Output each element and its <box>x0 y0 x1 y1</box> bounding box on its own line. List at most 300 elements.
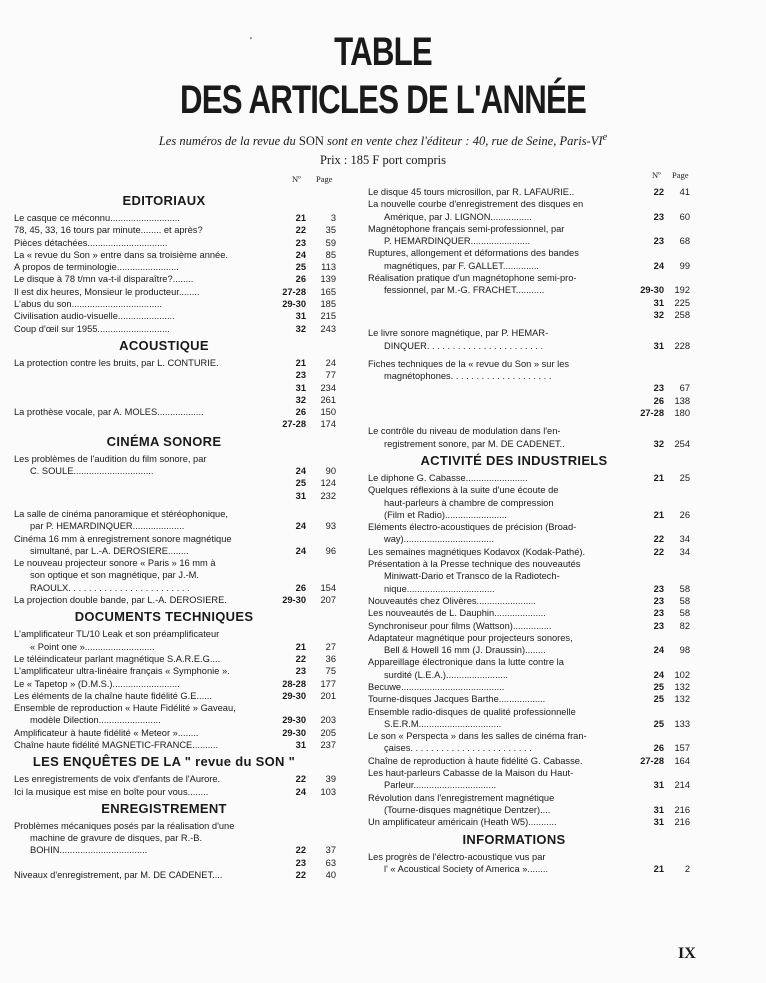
toc-entry <box>14 628 354 653</box>
page-ref: 185 <box>320 299 336 310</box>
toc-entry <box>14 224 354 236</box>
page-ref: 34 <box>679 534 690 545</box>
page-ref: 98 <box>679 645 690 656</box>
toc-entry <box>368 816 700 828</box>
entry-title-line: Le contrôle du niveau de modulation dans l'en- <box>368 426 561 437</box>
page-ref: 132 <box>674 694 690 705</box>
issue-number: 24 <box>653 260 664 271</box>
right-column <box>368 168 700 875</box>
page-ref: 103 <box>320 786 336 797</box>
issue-number: 23 <box>295 857 306 868</box>
toc-entry <box>14 557 354 594</box>
toc-entry <box>368 755 700 767</box>
issue-number: 27-28 <box>640 408 664 419</box>
entry-title-line: Le livre sonore magnétique, par P. HEMAR- <box>368 328 549 339</box>
issue-number: 23 <box>653 620 664 631</box>
left-column-body <box>14 192 354 881</box>
page-ref: 59 <box>325 237 336 248</box>
issue-number: 32 <box>653 309 664 320</box>
entry-title-line: Les problèmes de l'audition du film sonore, par <box>14 453 207 464</box>
page-ref: 68 <box>679 236 690 247</box>
issue-number: 22 <box>295 870 306 881</box>
toc-entry <box>14 310 354 322</box>
entry-title-line: Présentation à la Presse technique des nouveautés <box>368 559 581 570</box>
toc-entry <box>368 693 700 705</box>
issue-number: 31 <box>295 739 306 750</box>
entry-title-line: P. HEMARDINQUER....................... <box>384 236 531 247</box>
entry-title-line: Niveaux d'enregistrement, par M. DE CADENET.... <box>14 870 223 881</box>
issue-number: 26 <box>295 274 306 285</box>
toc-entry <box>14 298 354 310</box>
entry-title-line: Coup d'œil sur 1955............................ <box>14 323 170 334</box>
issue-number: 29-30 <box>282 727 306 738</box>
page-title-line-1: TABLE <box>334 30 432 74</box>
section-heading: CINÉMA SONORE <box>106 433 222 449</box>
entry-title-line: par P. HEMARDINQUER.................... <box>30 521 185 532</box>
page-ref: 99 <box>679 260 690 271</box>
subtitle-part-a: Les numéros de la revue du <box>158 134 299 149</box>
issue-number: 24 <box>295 466 306 477</box>
entry-title-line: Magnétophone français semi-professionnel, par <box>368 223 565 234</box>
entry-title-line: Problèmes mécaniques posés par la réalisation d'une <box>14 820 235 831</box>
issue-number: 31 <box>653 340 664 351</box>
entry-title-line: magnétiques, par F. GALLET.............. <box>384 260 540 271</box>
page-ref: 180 <box>674 408 690 419</box>
issue-number: 32 <box>295 394 306 405</box>
page-ref: 150 <box>320 407 336 418</box>
page-ref: 261 <box>320 394 336 405</box>
left-column <box>14 168 354 881</box>
page-ref: 24 <box>325 357 336 368</box>
entry-title-line: Civilisation audio-visuelle...................... <box>14 311 175 322</box>
page-ref: 3 <box>330 213 336 223</box>
page-number: IX <box>678 945 696 962</box>
page-ref: 157 <box>674 743 690 754</box>
entry-title-line: Chaîne haute fidélité MAGNETIC-FRANCE.......... <box>14 739 219 750</box>
entry-title-line: machine de gravure de disques, par R.-B. <box>30 833 203 844</box>
right-col-header-page: Page <box>672 170 689 180</box>
toc-entry <box>14 212 354 224</box>
page-ref: 26 <box>679 509 690 520</box>
page-ref: 205 <box>320 727 336 738</box>
entry-title-line: modèle Dilection........................ <box>30 715 161 726</box>
toc-entry <box>14 406 354 431</box>
page-ref: 215 <box>320 311 336 322</box>
toc-entry <box>14 261 354 273</box>
issue-number: 25 <box>653 718 664 729</box>
entry-title-line: (Tourne-disques magnétique Dentzer).... <box>384 804 551 815</box>
page-ref: 132 <box>674 682 690 692</box>
entry-title-line: Les progrès de l'électro-acoustique vus par <box>368 851 546 862</box>
entry-title-line: La projection double bande, par L.-A. DEROSIERE. <box>14 595 227 606</box>
toc-entry <box>368 558 700 595</box>
toc-entry <box>14 594 354 606</box>
toc-entry <box>368 272 700 321</box>
entry-title-line: BOHIN.................................. <box>30 845 148 856</box>
toc-entry <box>368 706 700 731</box>
issue-number: 29-30 <box>282 690 306 701</box>
entry-title-line: Amplificateur à haute fidélité « Meteor »........ <box>14 727 199 738</box>
toc-entry <box>368 607 700 619</box>
page-ref: 237 <box>320 739 336 750</box>
issue-number: 31 <box>295 490 306 501</box>
page-ref: 234 <box>320 382 336 393</box>
issue-number: 26 <box>653 395 664 406</box>
issue-number: 29-30 <box>282 715 306 726</box>
entry-title-line: Réalisation pratique d'un magnétophone semi-pro- <box>368 273 577 284</box>
entry-title-line: La « revue du Son » entre dans sa troisième année. <box>14 249 228 260</box>
page-ref: 243 <box>320 323 336 334</box>
entry-title-line: l' « Acoustical Society of America »........ <box>384 863 549 874</box>
toc-entry <box>368 358 700 420</box>
entry-title-line: 78, 45, 33, 16 tours par minute........ et après? <box>14 225 203 236</box>
issue-number: 24 <box>295 786 306 797</box>
page-ref: 85 <box>325 249 336 260</box>
toc-entry <box>14 237 354 249</box>
page-ref: 216 <box>674 804 690 815</box>
entry-title-line: Quelques réflexions à la suite d'une écoute de <box>368 485 559 496</box>
issue-number: 27-28 <box>282 419 306 430</box>
subtitle <box>0 132 766 149</box>
issue-number: 22 <box>295 774 306 785</box>
issue-number: 21 <box>653 509 664 520</box>
toc-entry <box>14 323 354 335</box>
page-ref: 133 <box>674 718 690 729</box>
page-ref: 165 <box>320 286 336 297</box>
issue-number: 29-30 <box>640 285 664 296</box>
left-column-header <box>14 168 354 190</box>
issue-number: 26 <box>295 407 306 418</box>
page-ref: 67 <box>679 383 690 394</box>
page-ref: 2 <box>684 863 690 874</box>
page-ref: 41 <box>679 187 690 197</box>
page-ref: 164 <box>674 755 690 766</box>
entry-title-line: haut-parleurs à chambre de compression <box>384 497 554 508</box>
toc-entry <box>14 727 354 739</box>
issue-number: 31 <box>295 382 306 393</box>
page-ref: 254 <box>674 438 690 449</box>
page-ref: 203 <box>320 715 336 726</box>
entry-title-line: Un amplificateur américain (Heath W5)........... <box>368 817 557 828</box>
issue-number: 21 <box>653 472 664 483</box>
entry-title-line: Appareillage électronique dans la lutte contre la <box>368 657 564 668</box>
issue-number: 23 <box>653 236 664 247</box>
issue-number: 23 <box>295 666 306 677</box>
toc-entry <box>14 678 354 690</box>
entry-title-line: « Point one »........................... <box>30 641 155 652</box>
page-ref: 25 <box>679 472 690 483</box>
issue-number: 23 <box>653 211 664 222</box>
entry-title-line: Ruptures, allongement et déformations des bandes <box>368 248 579 259</box>
entry-title-line: Chaîne de reproduction à haute fidélité G. Cabasse. <box>368 755 583 766</box>
toc-entry <box>14 739 354 751</box>
issue-number: 23 <box>653 595 664 606</box>
section-heading: DOCUMENTS TECHNIQUES <box>74 609 254 625</box>
toc-entry <box>368 632 700 657</box>
issue-number: 24 <box>653 669 664 680</box>
toc-entry <box>368 186 700 198</box>
page-ref: 201 <box>320 690 336 701</box>
entry-title-line: Le disque 45 tours microsillon, par R. LAFAURIE.. <box>368 187 575 197</box>
page-ref: 154 <box>320 582 336 593</box>
toc-entry <box>14 820 354 869</box>
page-ref: 225 <box>674 297 690 308</box>
toc-entry <box>14 273 354 285</box>
ink-mark: ' <box>250 36 252 47</box>
toc-entry <box>14 653 354 665</box>
entry-title-line: Il est dix heures, Monsieur le producteur........ <box>14 286 200 297</box>
page-ref: 90 <box>325 466 336 477</box>
toc-entry <box>14 453 354 502</box>
page-ref: 113 <box>321 262 336 273</box>
page-ref: 93 <box>325 521 336 532</box>
toc-entry <box>368 472 700 484</box>
toc-entry <box>14 286 354 298</box>
entry-title-line: Bell & Howell 16 mm (J. Draussin)........ <box>384 645 546 656</box>
entry-title-line: L'amplificateur ultra-linéaire français « Symphonie ». <box>14 666 230 677</box>
issue-number: 29-30 <box>282 595 306 606</box>
entry-title-line: La protection contre les bruits, par L. CONTURIE. <box>14 357 219 368</box>
page-ref: 36 <box>325 653 336 664</box>
entry-title-line: A propos de terminologie........................ <box>14 262 179 273</box>
entry-title-line: Le diphone G. Cabasse........................ <box>368 472 528 483</box>
entry-title-line: Les enregistrements de voix d'enfants de l'Aurore. <box>14 774 221 785</box>
toc-entry <box>368 681 700 693</box>
entry-title-line: La prothèse vocale, par A. MOLES.................. <box>14 407 204 418</box>
page-ref: 60 <box>679 211 690 222</box>
section-heading: ENREGISTREMENT <box>101 800 227 816</box>
subtitle-sup: e <box>602 132 608 143</box>
page-ref: 124 <box>320 478 336 489</box>
issue-number: 31 <box>653 804 664 815</box>
entry-title-line: Pièces détachées............................... <box>14 237 168 248</box>
toc-entry <box>14 690 354 702</box>
entry-title-line: Ici la musique est mise en boîte pour vous........ <box>14 786 209 797</box>
entry-title-line: Parleur................................ <box>384 780 497 791</box>
entry-title-line: way)................................... <box>384 534 495 545</box>
page-ref: 40 <box>325 870 336 881</box>
issue-number: 24 <box>653 645 664 656</box>
issue-number: 26 <box>295 582 306 593</box>
issue-number: 24 <box>295 521 306 532</box>
toc-entry <box>368 247 700 272</box>
page-ref: 232 <box>320 490 336 501</box>
entry-title-line: çaises. . . . . . . . . . . . . . . . . . . . . . . . <box>384 743 532 754</box>
toc-entry <box>368 198 700 223</box>
page-ref: 27 <box>325 641 336 652</box>
issue-number: 31 <box>295 311 306 322</box>
entry-title-line: Le « Tapetop » (D.M.S.).......................... <box>14 678 180 689</box>
entry-title-line: Adaptateur magnétique pour projecteurs sonores, <box>368 632 573 643</box>
entry-title-line: Amérique, par J. LIGNON................ <box>384 211 532 222</box>
issue-number: 22 <box>295 653 306 664</box>
page-ref: 34 <box>679 546 690 557</box>
issue-number: 21 <box>295 357 306 368</box>
entry-title-line: L'abus du son................................... <box>14 299 163 310</box>
entry-title-line: Tourne-disques Jacques Barthe.................. <box>368 694 546 705</box>
page-ref: 174 <box>320 419 336 430</box>
page-title-line-2: DES ARTICLES DE L'ANNÉE <box>179 78 587 122</box>
issue-number: 28-28 <box>282 678 306 689</box>
page-ref: 139 <box>320 274 336 285</box>
entry-title-line: Becuwe........................................ <box>368 682 505 692</box>
toc-entry <box>14 249 354 261</box>
entry-title-line: Les éléments de la chaîne haute fidélité G.E...... <box>14 690 212 701</box>
entry-title-line: Révolution dans l'enregistrement magnétique <box>368 792 555 803</box>
right-col-header-number: Nº <box>652 170 661 180</box>
entry-title-line: magnétophones. . . . . . . . . . . . . . . . . . . . <box>384 371 552 382</box>
issue-number: 21 <box>295 213 306 223</box>
section-heading: EDITORIAUX <box>122 193 206 208</box>
page-ref: 102 <box>674 669 690 680</box>
toc-entry <box>368 730 700 755</box>
page-ref: 77 <box>325 370 336 381</box>
section-heading: LES ENQUÊTES DE LA " revue du SON " <box>32 754 296 770</box>
entry-title-line: Cinéma 16 mm à enregistrement sonore magnétique <box>14 533 232 544</box>
issue-number: 23 <box>295 370 306 381</box>
toc-entry <box>368 767 700 792</box>
entry-title-line: Eléments électro-acoustiques de précision (Broad- <box>368 522 577 533</box>
issue-number: 23 <box>653 608 664 619</box>
entry-title-line: Le son « Perspecta » dans les salles de cinéma fran- <box>368 731 587 742</box>
section-heading: ACTIVITÉ DES INDUSTRIELS <box>420 452 608 468</box>
page-ref: 177 <box>320 678 336 689</box>
page-ref: 207 <box>320 595 336 606</box>
entry-title-line: (Film et Radio)........................ <box>384 509 507 520</box>
issue-number: 22 <box>653 546 664 557</box>
section-heading: ACOUSTIQUE <box>119 337 209 353</box>
page-ref: 138 <box>674 395 690 406</box>
toc-entry <box>14 508 354 533</box>
page-ref: 35 <box>325 225 336 236</box>
page-ref: 37 <box>325 845 336 856</box>
issue-number: 31 <box>653 780 664 791</box>
issue-number: 22 <box>295 225 306 236</box>
toc-entry <box>14 869 354 881</box>
page-ref: 82 <box>679 620 690 631</box>
right-column-header <box>368 164 700 186</box>
issue-number: 24 <box>295 545 306 556</box>
price: Prix : 185 F port compris <box>319 153 447 167</box>
issue-number: 27-28 <box>282 286 306 297</box>
entry-title-line: Les haut-parleurs Cabasse de la Maison du Haut- <box>368 768 574 779</box>
entry-title-line: Ensemble radio-disques de qualité professionnelle <box>368 706 576 717</box>
issue-number: 25 <box>295 262 306 273</box>
entry-title-line: Miniwatt-Dario et Transco de la Radiotech- <box>384 571 560 582</box>
page-ref: 58 <box>679 583 690 594</box>
toc-entry <box>14 533 354 558</box>
issue-number: 25 <box>653 694 664 705</box>
entry-title-line: Nouveautés chez Olivères....................... <box>368 595 536 606</box>
entry-title-line: fessionnel, par M.-G. FRACHET........... <box>384 285 545 296</box>
entry-title-line: La nouvelle courbe d'enregistrement des disques en <box>368 199 584 210</box>
entry-title-line: S.E.R.M................................ <box>384 718 502 729</box>
toc-entry <box>368 656 700 681</box>
entry-title-line: nique.................................. <box>384 583 495 594</box>
page-ref: 58 <box>679 608 690 619</box>
issue-number: 29-30 <box>282 299 306 310</box>
entry-title-line: C. SOULE............................... <box>30 466 154 477</box>
toc-entry <box>368 327 700 352</box>
left-col-header-page: Page <box>316 174 333 184</box>
issue-number: 23 <box>295 237 306 248</box>
issue-number: 27-28 <box>640 755 664 766</box>
issue-number: 31 <box>653 817 664 828</box>
toc-entry <box>368 620 700 632</box>
entry-title-line: Le téléindicateur parlant magnétique S.A.R.E.G.... <box>14 653 221 664</box>
toc-entry <box>14 773 354 785</box>
toc-entry <box>368 851 700 876</box>
page-ref: 228 <box>674 340 690 351</box>
toc-entry <box>368 521 700 546</box>
issue-number: 23 <box>653 583 664 594</box>
section-heading: INFORMATIONS <box>462 831 566 847</box>
issue-number: 23 <box>653 383 664 394</box>
right-column-body <box>368 186 700 875</box>
entry-title-line: Le casque ce méconnu........................... <box>14 213 180 223</box>
entry-title-line: registrement sonore, par M. DE CADENET.. <box>384 438 565 449</box>
page-ref: 216 <box>674 817 690 828</box>
toc-entry <box>14 357 354 406</box>
toc-entry <box>14 786 354 798</box>
toc-entry <box>14 702 354 727</box>
toc-entry <box>368 425 700 450</box>
entry-title-line: Synchroniseur pour films (Wattson)............... <box>368 620 552 631</box>
issue-number: 32 <box>653 438 664 449</box>
toc-entry <box>368 595 700 607</box>
page-ref: 192 <box>674 285 690 296</box>
toc-entry <box>368 223 700 248</box>
issue-number: 32 <box>295 323 306 334</box>
page-ref: 75 <box>325 666 336 677</box>
page-ref: 58 <box>679 595 690 606</box>
issue-number: 22 <box>653 534 664 545</box>
entry-title-line: Les semaines magnétiques Kodavox (Kodak-Pathé). <box>368 546 586 557</box>
page-ref: 96 <box>325 545 336 556</box>
page-ref: 258 <box>674 309 690 320</box>
issue-number: 31 <box>653 297 664 308</box>
entry-title-line: surdité (L.E.A.)........................ <box>384 669 508 680</box>
issue-number: 21 <box>295 641 306 652</box>
issue-number: 25 <box>295 478 306 489</box>
toc-entry <box>368 546 700 558</box>
toc-entry <box>368 484 700 521</box>
entry-title-line: Le nouveau projecteur sonore « Paris » 16 mm à <box>14 558 216 569</box>
entry-title-line: DINQUER. . . . . . . . . . . . . . . . . . . . . . . <box>384 340 544 351</box>
entry-title-line: simultané, par L.-A. DEROSIERE........ <box>30 545 189 556</box>
page-ref: 63 <box>325 857 336 868</box>
entry-title-line: Ensemble de reproduction « Haute Fidélité » Gaveau, <box>14 703 236 714</box>
page-ref: 214 <box>674 780 690 791</box>
issue-number: 25 <box>653 682 664 692</box>
page-ref: 39 <box>325 774 336 785</box>
entry-title-line: son optique et son magnétique, par J.-M. <box>30 570 199 581</box>
subtitle-part-b: sont en vente chez l'éditeur : 40, rue de Seine, Paris-VI <box>323 134 603 149</box>
issue-number: 22 <box>653 187 664 197</box>
entry-title-line: L'amplificateur TL/10 Leak et son préamplificateur <box>14 629 220 640</box>
subtitle-son: SON <box>298 134 324 149</box>
entry-title-line: Les nouveautés de L. Dauphin.................... <box>368 608 546 619</box>
issue-number: 21 <box>653 863 664 874</box>
issue-number: 22 <box>295 845 306 856</box>
issue-number: 26 <box>653 743 664 754</box>
entry-title-line: La salle de cinéma panoramique et stéréophonique, <box>14 508 228 519</box>
entry-title-line: Le disque à 78 t/mn va-t-il disparaître?........ <box>14 274 194 285</box>
issue-number: 24 <box>295 249 306 260</box>
entry-title-line: Fiches techniques de la « revue du Son » sur les <box>368 358 570 369</box>
entry-title-line: RAOULX. . . . . . . . . . . . . . . . . . . . . . . . <box>30 582 190 593</box>
toc-entry <box>368 792 700 817</box>
